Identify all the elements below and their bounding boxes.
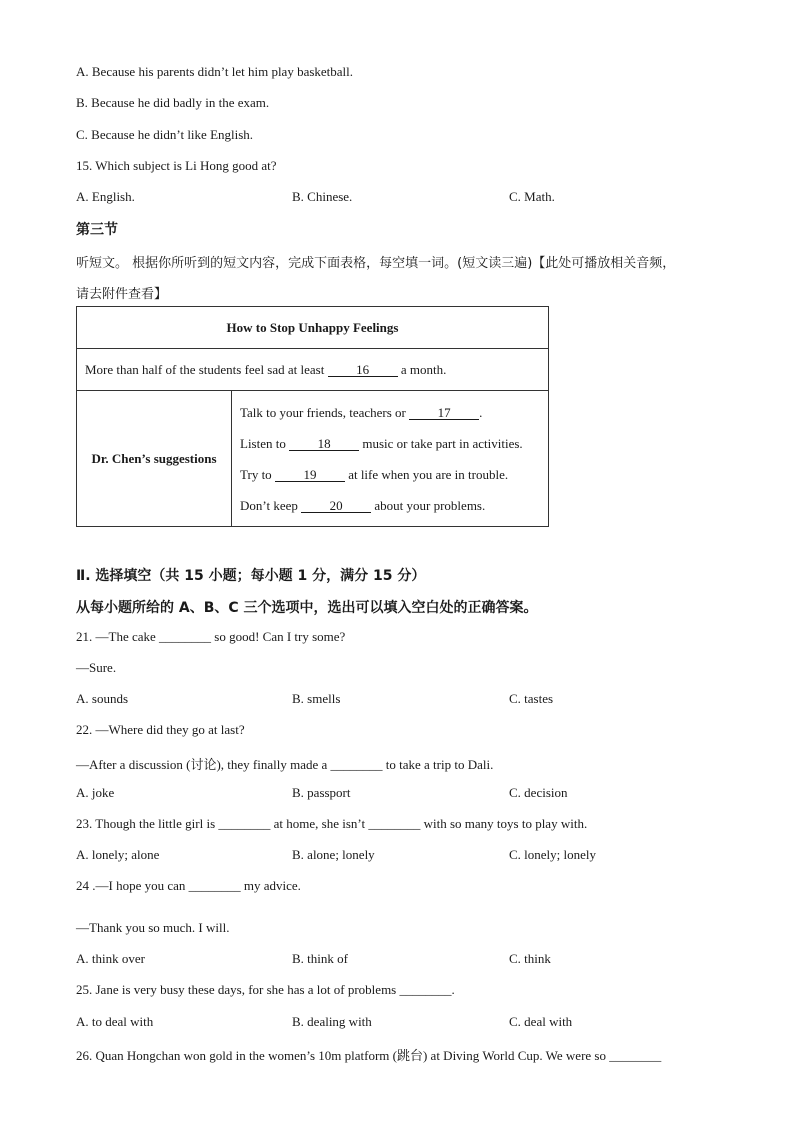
q14-option-c: C. Because he didn’t like English.: [76, 127, 254, 142]
q21-stem: 21. —The cake ________ so good! Can I try some?: [76, 629, 346, 644]
suggestion-text: music or take part in activities.: [359, 435, 523, 451]
table-row-frequency: [77, 349, 549, 391]
q23-option-c: C. lonely; lonely: [509, 847, 597, 862]
q15-option-a: A. English.: [76, 189, 135, 204]
q21-option-c: C. tastes: [509, 691, 554, 706]
blank-19: 19: [275, 469, 345, 482]
q22-option-c: C. decision: [509, 785, 568, 800]
q15-option-c: C. Math.: [509, 189, 555, 204]
section3-instruction-line2: 请去附件查看】: [76, 287, 168, 302]
suggestion-text: at life when you are in trouble.: [344, 466, 509, 482]
part2-instruction: 从每小题所给的 A、B、C 三个选项中，选出可以填入空白处的正确答案。: [76, 600, 538, 616]
blank-16: 16: [328, 364, 398, 377]
suggestion-text: about your problems.: [371, 497, 486, 513]
suggestion-item: [240, 459, 540, 490]
suggestion-text: Try to: [240, 466, 275, 482]
q23-option-b: B. alone; lonely: [292, 847, 375, 862]
part2-heading: Ⅱ. 选择填空（共 15 小题；每小题 1 分，满分 15 分）: [76, 568, 426, 584]
blank-17: 17: [409, 407, 479, 420]
suggestions-list: [232, 391, 549, 527]
q26-stem: 26. Quan Hongchan won gold in the women’s 10m platform (跳台) at Diving World Cup. We were so ________: [76, 1048, 662, 1063]
listening-table: [76, 306, 549, 527]
q24-option-a: A. think over: [76, 951, 145, 966]
q22-response: —After a discussion (讨论), they finally made a ________ to take a trip to Dali.: [76, 757, 494, 772]
q23-option-a: A. lonely; alone: [76, 847, 160, 862]
q22-option-a: A. joke: [76, 785, 115, 800]
q21-response: —Sure.: [76, 660, 117, 675]
q21-option-b: B. smells: [292, 691, 341, 706]
suggestions-label: Dr. Chen’s suggestions: [77, 391, 232, 527]
suggestion-item: [240, 397, 540, 428]
q22-stem: 22. —Where did they go at last?: [76, 722, 245, 737]
q14-option-b: B. Because he did badly in the exam.: [76, 95, 270, 110]
section3-heading: 第三节: [76, 222, 118, 238]
row1-text-before: More than half of the students feel sad at least: [85, 361, 328, 377]
q25-option-b: B. dealing with: [292, 1014, 372, 1029]
suggestion-text: Listen to: [240, 435, 290, 451]
q21-option-a: A. sounds: [76, 691, 129, 706]
q24-stem: 24 .—I hope you can ________ my advice.: [76, 878, 301, 893]
q15-option-b: B. Chinese.: [292, 189, 353, 204]
q22-option-b: B. passport: [292, 785, 351, 800]
table-title: How to Stop Unhappy Feelings: [77, 307, 549, 349]
row1-text-after: a month.: [397, 361, 447, 377]
suggestion-text: Talk to your friends, teachers or: [240, 404, 410, 420]
q24-option-b: B. think of: [292, 951, 348, 966]
suggestion-item: [240, 490, 540, 521]
q25-option-c: C. deal with: [509, 1014, 573, 1029]
q25-option-a: A. to deal with: [76, 1014, 154, 1029]
q14-option-a: A. Because his parents didn’t let him play basketball.: [76, 64, 354, 79]
q23-stem: 23. Though the little girl is ________ at home, she isn’t ________ with so many toys to play with.: [76, 816, 588, 831]
section3-instruction-line1: 听短文。 根据你所听到的短文内容，完成下面表格，每空填一词。(短文读三遍)【此处可播放相关音频，: [76, 256, 676, 271]
suggestion-item: [240, 428, 540, 459]
suggestion-text: Don’t keep: [240, 497, 302, 513]
q24-response: —Thank you so much. I will.: [76, 920, 230, 935]
q25-stem: 25. Jane is very busy these days, for she has a lot of problems ________.: [76, 982, 455, 997]
blank-20: 20: [301, 500, 371, 513]
suggestion-text: .: [479, 404, 483, 420]
q15-stem: 15. Which subject is Li Hong good at?: [76, 158, 277, 173]
q24-option-c: C. think: [509, 951, 551, 966]
blank-18: 18: [289, 438, 359, 451]
